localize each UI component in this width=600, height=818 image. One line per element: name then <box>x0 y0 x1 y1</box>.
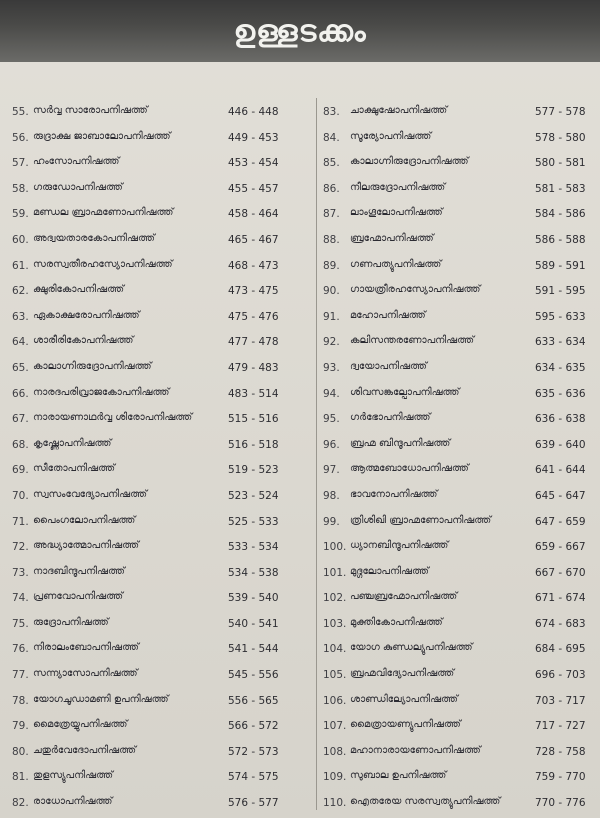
toc-entry <box>0 458 317 484</box>
entry-page-range: 477 - 478 <box>228 336 279 349</box>
toc-entry <box>317 356 600 382</box>
entry-title: ധ്യാനബിന്ദൂപനിഷത്ത് <box>350 540 449 552</box>
entry-page-range: 576 - 577 <box>228 797 279 810</box>
page-title: ഉള്ളടക്കം <box>233 14 367 49</box>
entry-title: കാലാഗ്നിരുദ്രോപനിഷത്ത് <box>350 156 469 168</box>
entry-number: 110. <box>323 797 347 810</box>
entry-title: ഗണപത്യുപനിഷത്ത് <box>350 258 442 270</box>
entry-number: 88. <box>323 233 340 246</box>
toc-entry <box>0 637 317 663</box>
toc-entry <box>317 612 600 638</box>
entry-page-range: 647 - 659 <box>535 515 586 528</box>
entry-page-range: 633 - 634 <box>535 336 586 349</box>
toc-entry <box>317 126 600 152</box>
entry-title: രുദ്രോപനിഷത്ത് <box>33 616 109 628</box>
entry-number: 66. <box>12 387 29 400</box>
toc-entry <box>0 305 317 331</box>
entry-title: ചാക്ഷുഷോപനിഷത്ത് <box>350 105 448 116</box>
toc-entry <box>0 740 317 766</box>
entry-page-range: 574 - 575 <box>228 771 279 784</box>
entry-title: സന്ന്യാസോപനിഷത്ത് <box>33 668 138 680</box>
toc-entry <box>317 586 600 612</box>
entry-title: മഹോപനിഷത്ത് <box>350 309 426 321</box>
entry-number: 58. <box>12 182 29 195</box>
entry-number: 78. <box>12 694 29 707</box>
toc-entry <box>0 535 317 561</box>
entry-number: 57. <box>12 157 29 170</box>
entry-page-range: 635 - 636 <box>535 387 586 400</box>
entry-page-range: 696 - 703 <box>535 669 586 682</box>
entry-number: 77. <box>12 669 29 682</box>
entry-number: 70. <box>12 489 29 502</box>
entry-number: 67. <box>12 413 29 426</box>
entry-number: 71. <box>12 515 29 528</box>
toc-entry <box>0 433 317 459</box>
toc-entry <box>0 254 317 280</box>
entry-number: 87. <box>323 208 340 221</box>
entry-page-range: 458 - 464 <box>228 208 279 221</box>
entry-page-range: 671 - 674 <box>535 592 586 605</box>
entry-title: സ്വസംവേദ്യോപനിഷത്ത് <box>33 488 148 500</box>
entry-title: പൈംഗലോപനിഷത്ത് <box>33 514 136 526</box>
entry-page-range: 770 - 776 <box>535 797 586 810</box>
entry-title: സീതോപനിഷത്ത് <box>33 463 116 475</box>
entry-number: 109. <box>323 771 347 784</box>
entry-title: നാദബിന്ദൂപനിഷത്ത് <box>33 565 125 577</box>
entry-page-range: 728 - 758 <box>535 745 586 758</box>
entry-page-range: 545 - 556 <box>228 669 279 682</box>
entry-number: 59. <box>12 208 29 221</box>
entry-number: 76. <box>12 643 29 656</box>
entry-page-range: 519 - 523 <box>228 464 279 477</box>
entry-page-range: 446 - 448 <box>228 106 279 118</box>
toc-entry <box>317 458 600 484</box>
entry-title: കാലാഗ്നിരുദ്രോപനിഷത്ത് <box>33 360 152 372</box>
toc-entry <box>0 228 317 254</box>
entry-page-range: 584 - 586 <box>535 208 586 221</box>
toc-entry <box>0 663 317 689</box>
entry-title: മുദ്ഗലോപനിഷത്ത് <box>350 565 429 577</box>
entry-page-range: 556 - 565 <box>228 694 279 707</box>
entry-title: മണ്ഡല ബ്രാഹ്മണോപനിഷത്ത് <box>33 207 174 219</box>
entry-title: ശിവസങ്കല്പോപനിഷത്ത് <box>350 386 460 398</box>
entry-number: 84. <box>323 131 340 144</box>
entry-page-range: 541 - 544 <box>228 643 279 656</box>
entry-title: യോഗ കുണ്ഡല്യുപനിഷത്ത് <box>350 642 473 654</box>
toc-entry <box>0 382 317 408</box>
entry-page-range: 572 - 573 <box>228 745 279 758</box>
entry-page-range: 591 - 595 <box>535 285 586 298</box>
entry-number: 80. <box>12 745 29 758</box>
entry-page-range: 578 - 580 <box>535 131 586 144</box>
entry-title: നാരായണാഥർവ്വ ശിരോപനിഷത്ത് <box>33 412 193 424</box>
entry-number: 107. <box>323 720 347 733</box>
entry-title: സരസ്വതീരഹസ്യോപനിഷത്ത് <box>33 258 173 270</box>
entry-title: സുബാല ഉപനിഷത്ത് <box>350 770 447 782</box>
entry-number: 104. <box>323 643 347 656</box>
entry-page-range: 515 - 516 <box>228 413 279 426</box>
toc-entry <box>0 765 317 791</box>
entry-page-range: 523 - 524 <box>228 489 279 502</box>
toc-entry <box>317 510 600 536</box>
entry-page-range: 475 - 476 <box>228 310 279 323</box>
toc-column-right <box>317 100 600 817</box>
entry-number: 75. <box>12 617 29 630</box>
toc-entry <box>0 586 317 612</box>
entry-title: ലാംഗൂലോപനിഷത്ത് <box>350 207 443 219</box>
entry-page-range: 473 - 475 <box>228 285 279 298</box>
entry-number: 65. <box>12 361 29 374</box>
entry-title: സർവ്വ സാരോപനിഷത്ത് <box>33 105 148 116</box>
toc-entry <box>317 637 600 663</box>
toc-entry <box>317 484 600 510</box>
entry-title: കൃഷ്ണോപനിഷത്ത് <box>33 437 112 449</box>
toc-entry <box>317 100 600 126</box>
entry-title: ദ്വയോപനിഷത്ത് <box>350 360 428 372</box>
entry-title: നിരാലംബോപനിഷത്ത് <box>33 642 139 654</box>
entry-page-range: 455 - 457 <box>228 182 279 195</box>
entry-title: ബ്രഹ്മ ബിന്ദൂപനിഷത്ത് <box>350 437 451 449</box>
entry-page-range: 674 - 683 <box>535 617 586 630</box>
entry-title: പഞ്ചബ്രഹ്മോപനിഷത്ത് <box>350 591 458 603</box>
entry-number: 68. <box>12 438 29 451</box>
entry-number: 62. <box>12 285 29 298</box>
entry-number: 85. <box>323 157 340 170</box>
entry-number: 98. <box>323 489 340 502</box>
entry-page-range: 659 - 667 <box>535 541 586 554</box>
toc-entry <box>0 407 317 433</box>
entry-number: 102. <box>323 592 347 605</box>
toc-entry <box>0 612 317 638</box>
entry-number: 106. <box>323 694 347 707</box>
toc-entry <box>317 714 600 740</box>
entry-page-range: 759 - 770 <box>535 771 586 784</box>
entry-page-range: 468 - 473 <box>228 259 279 272</box>
entry-title: തുളസ്യുപനിഷത്ത് <box>33 770 114 782</box>
entry-title: കലിസന്തരണോപനിഷത്ത് <box>350 335 475 347</box>
entry-number: 82. <box>12 797 29 810</box>
entry-title: സൂര്യോപനിഷത്ത് <box>350 130 432 142</box>
toc-entry <box>317 202 600 228</box>
entry-title: രാധോപനിഷത്ത് <box>33 796 113 808</box>
entry-number: 56. <box>12 131 29 144</box>
entry-title: മുക്തികോപനിഷത്ത് <box>350 616 443 628</box>
entry-title: നീലരുദ്രോപനിഷത്ത് <box>350 181 446 193</box>
toc-entry <box>317 791 600 817</box>
toc-entry <box>0 177 317 203</box>
entry-number: 64. <box>12 336 29 349</box>
entry-number: 86. <box>323 182 340 195</box>
entry-page-range: 717 - 727 <box>535 720 586 733</box>
entry-page-range: 566 - 572 <box>228 720 279 733</box>
toc-entry <box>0 561 317 587</box>
entry-page-range: 525 - 533 <box>228 515 279 528</box>
entry-page-range: 589 - 591 <box>535 259 586 272</box>
entry-title: ഗർഭോപനിഷത്ത് <box>350 412 431 424</box>
toc-entry <box>317 254 600 280</box>
toc-entry <box>0 714 317 740</box>
entry-number: 89. <box>323 259 340 272</box>
entry-page-range: 453 - 454 <box>228 157 279 170</box>
entry-page-range: 634 - 635 <box>535 361 586 374</box>
entry-title: ഐതരേയ സരസ്വത്യുപനിഷത്ത് <box>350 796 501 808</box>
toc-entry <box>317 433 600 459</box>
toc-entry <box>317 151 600 177</box>
entry-number: 72. <box>12 541 29 554</box>
entry-title: ഭാവനോപനിഷത്ത് <box>350 488 438 500</box>
entry-page-range: 641 - 644 <box>535 464 586 477</box>
entry-number: 55. <box>12 106 29 118</box>
toc-entry <box>0 484 317 510</box>
toc-entry <box>317 535 600 561</box>
entry-number: 93. <box>323 361 340 374</box>
entry-page-range: 516 - 518 <box>228 438 279 451</box>
entry-page-range: 684 - 695 <box>535 643 586 656</box>
entry-number: 61. <box>12 259 29 272</box>
entry-page-range: 479 - 483 <box>228 361 279 374</box>
entry-title: രുദ്രാക്ഷ ജാബാലോപനിഷത്ത് <box>33 130 171 142</box>
toc-entry <box>0 330 317 356</box>
entry-number: 96. <box>323 438 340 451</box>
entry-page-range: 639 - 640 <box>535 438 586 451</box>
toc-entry <box>317 305 600 331</box>
entry-number: 90. <box>323 285 340 298</box>
entry-title: ഗായത്രീരഹസ്യോപനിഷത്ത് <box>350 284 481 296</box>
entry-page-range: 534 - 538 <box>228 566 279 579</box>
entry-title: ശാണ്ഡില്യോപനിഷത്ത് <box>350 693 459 705</box>
entry-title: നാരദപരിവ്രാജകോപനിഷത്ത് <box>33 386 170 398</box>
header-bar <box>0 0 600 62</box>
toc-entry <box>317 279 600 305</box>
toc-entry <box>0 510 317 536</box>
entry-number: 63. <box>12 310 29 323</box>
entry-number: 60. <box>12 233 29 246</box>
entry-title: മഹാനാരായണോപനിഷത്ത് <box>350 744 481 756</box>
entry-number: 105. <box>323 669 347 682</box>
toc-entry <box>317 228 600 254</box>
entry-page-range: 483 - 514 <box>228 387 279 400</box>
entry-title: അദ്വയതാരകോപനിഷത്ത് <box>33 232 155 244</box>
toc-entry <box>317 663 600 689</box>
entry-page-range: 636 - 638 <box>535 413 586 426</box>
entry-title: ക്ഷുരികോപനിഷത്ത് <box>33 284 125 296</box>
entry-title: ഗരുഡോപനിഷത്ത് <box>33 181 123 193</box>
toc-entry <box>0 126 317 152</box>
entry-page-range: 539 - 540 <box>228 592 279 605</box>
toc-entry <box>317 382 600 408</box>
toc-entry <box>0 202 317 228</box>
entry-page-range: 645 - 647 <box>535 489 586 502</box>
entry-page-range: 581 - 583 <box>535 182 586 195</box>
entry-title: ചതുർവേദോപനിഷത്ത് <box>33 744 137 756</box>
toc-entry <box>0 279 317 305</box>
entry-page-range: 533 - 534 <box>228 541 279 554</box>
toc-entry <box>0 356 317 382</box>
entry-number: 74. <box>12 592 29 605</box>
entry-number: 94. <box>323 387 340 400</box>
entry-page-range: 586 - 588 <box>535 233 586 246</box>
toc-column-left <box>0 100 317 817</box>
entry-number: 83. <box>323 106 340 118</box>
entry-page-range: 595 - 633 <box>535 310 586 323</box>
toc-entry <box>317 561 600 587</box>
entry-title: മൈത്രേയ്യുപനിഷത്ത് <box>33 719 128 731</box>
entry-number: 79. <box>12 720 29 733</box>
entry-page-range: 667 - 670 <box>535 566 586 579</box>
toc-entry <box>317 407 600 433</box>
entry-page-range: 465 - 467 <box>228 233 279 246</box>
toc-entry <box>0 791 317 817</box>
entry-title: പ്രണവോപനിഷത്ത് <box>33 591 124 603</box>
entry-number: 73. <box>12 566 29 579</box>
entry-page-range: 577 - 578 <box>535 106 586 118</box>
entry-title: യോഗചൂഡാമണി ഉപനിഷത്ത് <box>33 693 169 705</box>
entry-title: ഏകാക്ഷരോപനിഷത്ത് <box>33 309 140 321</box>
toc-entry <box>0 689 317 715</box>
entry-number: 99. <box>323 515 340 528</box>
toc-entry <box>0 100 317 126</box>
toc-entry <box>317 765 600 791</box>
toc-entry <box>0 151 317 177</box>
entry-title: ആത്മബോധോപനിഷത്ത് <box>350 463 469 475</box>
entry-number: 91. <box>323 310 340 323</box>
entry-title: ബ്രഹ്മവിദ്യോപനിഷത്ത് <box>350 668 455 680</box>
entry-number: 69. <box>12 464 29 477</box>
entry-title: മൈത്രായണ്യുപനിഷത്ത് <box>350 719 461 731</box>
entry-page-range: 449 - 453 <box>228 131 279 144</box>
toc-entry <box>317 689 600 715</box>
entry-number: 108. <box>323 745 347 758</box>
entry-number: 95. <box>323 413 340 426</box>
entry-title: ത്രിശിഖി ബ്രാഹ്മണോപനിഷത്ത് <box>350 514 492 526</box>
entry-page-range: 580 - 581 <box>535 157 586 170</box>
entry-title: ഹംസോപനിഷത്ത് <box>33 156 120 168</box>
entry-page-range: 540 - 541 <box>228 617 279 630</box>
entry-number: 103. <box>323 617 347 630</box>
entry-title: ബ്രഹ്മോപനിഷത്ത് <box>350 232 434 244</box>
entry-number: 100. <box>323 541 347 554</box>
entry-title: ശാരീരികോപനിഷത്ത് <box>33 335 134 347</box>
entry-number: 97. <box>323 464 340 477</box>
entry-number: 101. <box>323 566 347 579</box>
entry-title: അദ്ധ്യാത്മോപനിഷത്ത് <box>33 540 140 552</box>
toc-entry <box>317 177 600 203</box>
toc-entry <box>317 330 600 356</box>
entry-page-range: 703 - 717 <box>535 694 586 707</box>
entry-number: 92. <box>323 336 340 349</box>
entry-number: 81. <box>12 771 29 784</box>
toc-entry <box>317 740 600 766</box>
